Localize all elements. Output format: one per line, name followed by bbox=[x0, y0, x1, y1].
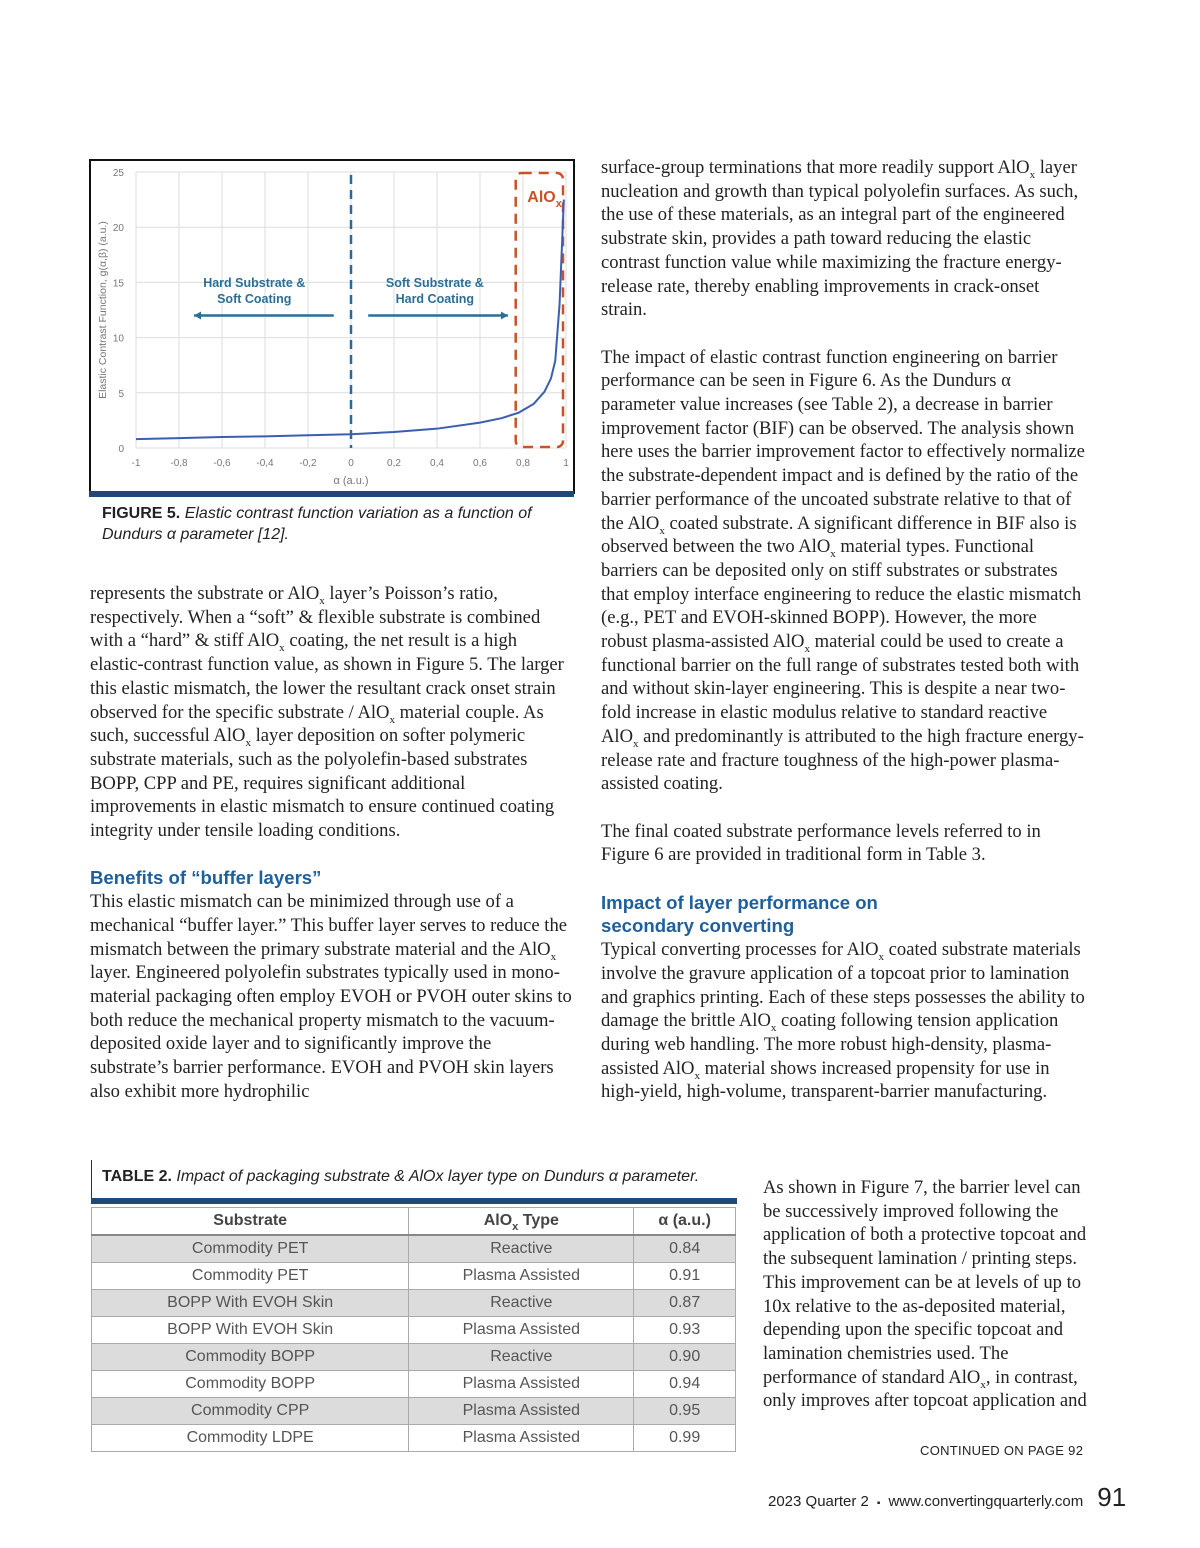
text-run: Type bbox=[518, 1212, 559, 1229]
text-run: and predominantly is attributed to the high fracture energy-release rate and fracture toughness of the high-power plasma-assisted coating. bbox=[601, 725, 1084, 795]
text-run: represents the substrate or AlO bbox=[90, 583, 320, 604]
table-row bbox=[92, 1235, 736, 1263]
right-column-continued bbox=[763, 1176, 1088, 1437]
figure-divider-bar bbox=[89, 491, 574, 497]
text-run: layer deposition on softer polymeric substrate materials, such as the polyolefin-based substrates BOPP, CPP and PE, requires significant additional improvements in elastic mismatch to ensure continued coating integrity under tensile loading conditions. bbox=[90, 725, 555, 842]
column-header bbox=[409, 1208, 634, 1236]
text-run: Typical converting processes for AlO bbox=[601, 939, 879, 961]
paragraph bbox=[90, 582, 574, 843]
table-label: TABLE 2. bbox=[102, 1168, 172, 1185]
table-row bbox=[92, 1290, 736, 1317]
y-tick-label: 10 bbox=[112, 333, 124, 345]
text-run: AlO bbox=[483, 1212, 513, 1229]
figure-label: FIGURE 5. bbox=[102, 505, 181, 522]
x-tick-label: 1 bbox=[563, 458, 569, 469]
table-cell: Plasma Assisted bbox=[409, 1425, 634, 1452]
paragraph bbox=[763, 1176, 1088, 1413]
table-cell: Plasma Assisted bbox=[409, 1263, 634, 1290]
table-row bbox=[92, 1371, 736, 1398]
table-cell: 0.94 bbox=[634, 1371, 736, 1398]
table-cell: 0.87 bbox=[634, 1290, 736, 1317]
alox-label bbox=[527, 189, 562, 210]
paragraph bbox=[601, 938, 1087, 1104]
subscript: x bbox=[804, 643, 810, 656]
table-row bbox=[92, 1425, 736, 1452]
subscript: x bbox=[512, 1221, 519, 1233]
table-row bbox=[92, 1263, 736, 1290]
text-run: material types. Functional barriers can be deposited only on stiff substrates or substrates that employ interface engineering to reduce the elastic mismatch (e.g., PET and EVOH-skinned BOPP). However, the more robust plasma-assisted AlO bbox=[601, 536, 1082, 653]
table-cell: Commodity BOPP bbox=[92, 1344, 409, 1371]
x-tick-label: -1 bbox=[131, 458, 141, 469]
section-heading: Benefits of “buffer layers” bbox=[90, 867, 322, 889]
footer-bullet: ▪ bbox=[876, 1498, 881, 1509]
text-run: The impact of elastic contrast function engineering on barrier performance can be seen in Figure 6. As the Dundurs α parameter value increases (see Table 2), a decrease in barrier improvement factor (BIF) can be observed. The analysis shown here uses the barrier improvement factor to effectively normalize the substrate-dependent impact and is defined by the ratio of the barrier performance of the uncoated substrate relative to that of the AlO bbox=[601, 346, 1085, 534]
paragraph bbox=[601, 156, 1087, 322]
footer-url[interactable]: www.convertingquarterly.com bbox=[888, 1493, 1084, 1510]
table-row bbox=[92, 1317, 736, 1344]
region-label: Hard Substrate & Soft Coating bbox=[203, 275, 306, 306]
section-heading: Impact of layer performance on secondary converting bbox=[601, 891, 878, 937]
text-run: coated substrate. A significant difference in BIF also is observed between the two AlO bbox=[601, 512, 1077, 558]
text-run: layer’s Poisson’s ratio, respectively. When a “soft” & flexible substrate is combined with a “hard” & stiff AlO bbox=[90, 583, 541, 652]
column-header bbox=[634, 1208, 736, 1236]
figure-caption-text: Elastic contrast function variation as a function of Dundurs α parameter [12]. bbox=[102, 505, 532, 543]
text-run: layer nucleation and growth than typical polyolefin surfaces. As such, the use of these materials, as an integral part of the engineered substrate skin, provides a path toward reducing the elastic contrast function value while maximizing the fracture energy-release rate, thereby enabling improvements in crack-onset strain. bbox=[601, 157, 1079, 321]
text-run: , in contrast, only improves after topcoat application and bbox=[763, 1366, 1087, 1412]
table-cell: Plasma Assisted bbox=[409, 1398, 634, 1425]
x-axis-label: α (a.u.) bbox=[333, 475, 369, 487]
text-run: This elastic mismatch can be minimized through use of a mechanical “buffer layer.” This buffer layer serves to reduce the mismatch between the primary substrate material and the AlO bbox=[90, 891, 568, 960]
column-header bbox=[92, 1208, 409, 1236]
table-cell: 0.91 bbox=[634, 1263, 736, 1290]
x-tick-label: 0,6 bbox=[473, 458, 487, 469]
y-tick-label: 20 bbox=[112, 223, 124, 235]
x-tick-label: 0,8 bbox=[516, 458, 530, 469]
table-caption-text: Impact of packaging substrate & AlOx layer type on Dundurs α parameter. bbox=[176, 1168, 700, 1185]
subscript: x bbox=[659, 524, 665, 537]
table-row bbox=[92, 1398, 736, 1425]
left-column bbox=[90, 582, 574, 1127]
chart-svg bbox=[91, 161, 573, 494]
text-run: material could be used to create a functional barrier on the full range of substrates tested both with and without skin-layer engineering. This is despite a near two-fold increase in elastic modulus relative to standard reactive AlO bbox=[601, 631, 1080, 747]
text-run: surface-group terminations that more readily support AlO bbox=[601, 157, 1030, 178]
x-tick-label: 0,4 bbox=[430, 458, 444, 469]
table-cell: 0.84 bbox=[634, 1235, 736, 1263]
table-cell: Plasma Assisted bbox=[409, 1317, 634, 1344]
table-cell: Reactive bbox=[409, 1290, 634, 1317]
table-caption bbox=[91, 1160, 736, 1198]
y-tick-label: 5 bbox=[118, 388, 124, 400]
subscript: x bbox=[830, 548, 836, 561]
text-run: The final coated substrate performance levels referred to in Figure 6 are provided in traditional form in Table 3. bbox=[601, 820, 1041, 866]
text-run: Substrate bbox=[213, 1212, 288, 1229]
alox-label-text: AlO bbox=[527, 189, 556, 206]
subscript: x bbox=[319, 595, 325, 607]
subscript: x bbox=[1029, 169, 1036, 181]
table-cell: Reactive bbox=[409, 1344, 634, 1371]
continued-notice: CONTINUED ON PAGE 92 bbox=[920, 1443, 1084, 1458]
subscript: x bbox=[279, 642, 285, 655]
text-run: layer. Engineered polyolefin substrates typically used in mono-material packaging often employ EVOH or PVOH outer skins to both reduce the mechanical property mismatch to the vacuum-deposited oxide layer and to significantly improve the substrate’s barrier performance. EVOH and PVOH skin layers also exhibit more hydrophilic bbox=[90, 962, 572, 1102]
arrow-head-icon bbox=[501, 312, 508, 320]
table-2 bbox=[91, 1207, 736, 1452]
y-tick-label: 25 bbox=[112, 168, 124, 179]
subscript: x bbox=[694, 1069, 700, 1082]
figure-caption bbox=[102, 503, 572, 545]
table-cell: BOPP With EVOH Skin bbox=[92, 1290, 409, 1317]
text-run: material couple. As such, successful AlO bbox=[90, 701, 544, 747]
table-header-row bbox=[92, 1208, 736, 1236]
x-tick-label: -0,8 bbox=[170, 458, 188, 469]
text-run: coating, the net result is a high elastic-contrast function value, as shown in Figure 5. The larger this elastic mismatch, the lower the resultant crack onset strain observed for the specific substrate / AlO bbox=[90, 630, 564, 723]
y-tick-label: 0 bbox=[118, 444, 124, 455]
subscript: x bbox=[770, 1022, 777, 1035]
subscript: x bbox=[980, 1378, 986, 1391]
right-column bbox=[601, 156, 1087, 1128]
text-run: α (a.u.) bbox=[658, 1212, 711, 1229]
table-row bbox=[92, 1344, 736, 1371]
table-cell: Commodity PET bbox=[92, 1263, 409, 1290]
y-axis-label: Elastic Contrast Function, g(α,β) (a.u.) bbox=[97, 221, 109, 399]
subscript: x bbox=[550, 950, 557, 963]
subscript: x bbox=[878, 951, 885, 964]
table-cell: Plasma Assisted bbox=[409, 1371, 634, 1398]
table-cell: 0.95 bbox=[634, 1398, 736, 1425]
text-run: As shown in Figure 7, the barrier level can be successively improved following the application of both a protective topcoat and the subsequent lamination / printing steps. This improvement can be at levels of up to 10x relative to the as-deposited material, depending upon the specific topcoat and lamination chemistries used. The performance of standard AlO bbox=[763, 1177, 1087, 1388]
text-run: coating following tension application during web handling. The more robust high-density, plasma-assisted AlO bbox=[601, 1010, 1059, 1079]
region-label: Soft Substrate & Hard Coating bbox=[385, 275, 484, 306]
table-cell: BOPP With EVOH Skin bbox=[92, 1317, 409, 1344]
paragraph bbox=[601, 820, 1087, 867]
table-cell: Commodity BOPP bbox=[92, 1371, 409, 1398]
table-cell: 0.90 bbox=[634, 1344, 736, 1371]
x-tick-label: -0,4 bbox=[256, 458, 274, 469]
page-footer bbox=[768, 1482, 1126, 1513]
table-cell: Reactive bbox=[409, 1235, 634, 1263]
x-tick-label: -0,6 bbox=[213, 458, 231, 469]
x-tick-label: 0,2 bbox=[387, 458, 401, 469]
alox-label-sub: x bbox=[555, 198, 562, 210]
table-cell: Commodity CPP bbox=[92, 1398, 409, 1425]
footer-issue: 2023 Quarter 2 bbox=[768, 1493, 869, 1510]
table-cell: 0.93 bbox=[634, 1317, 736, 1344]
table-divider-bar bbox=[91, 1198, 737, 1204]
arrow-head-icon bbox=[194, 312, 201, 320]
table-cell: Commodity LDPE bbox=[92, 1425, 409, 1452]
text-run: material shows increased propensity for use in high-yield, high-volume, transparent-barrier manufacturing. bbox=[601, 1057, 1050, 1103]
x-tick-label: 0 bbox=[348, 458, 354, 469]
page-number: 91 bbox=[1097, 1482, 1127, 1512]
subscript: x bbox=[389, 713, 395, 726]
y-tick-label: 15 bbox=[112, 278, 124, 290]
text-run: coated substrate materials involve the gravure application of a topcoat prior to lamination and graphics printing. Each of these steps possesses the ability to damage the brittle AlO bbox=[601, 939, 1085, 1032]
subscript: x bbox=[245, 737, 251, 750]
x-tick-label: -0,2 bbox=[299, 458, 317, 469]
paragraph bbox=[601, 346, 1087, 796]
table-cell: 0.99 bbox=[634, 1425, 736, 1452]
figure-5-chart bbox=[89, 159, 575, 494]
table-cell: Commodity PET bbox=[92, 1235, 409, 1263]
paragraph bbox=[90, 890, 574, 1103]
subscript: x bbox=[633, 737, 639, 750]
